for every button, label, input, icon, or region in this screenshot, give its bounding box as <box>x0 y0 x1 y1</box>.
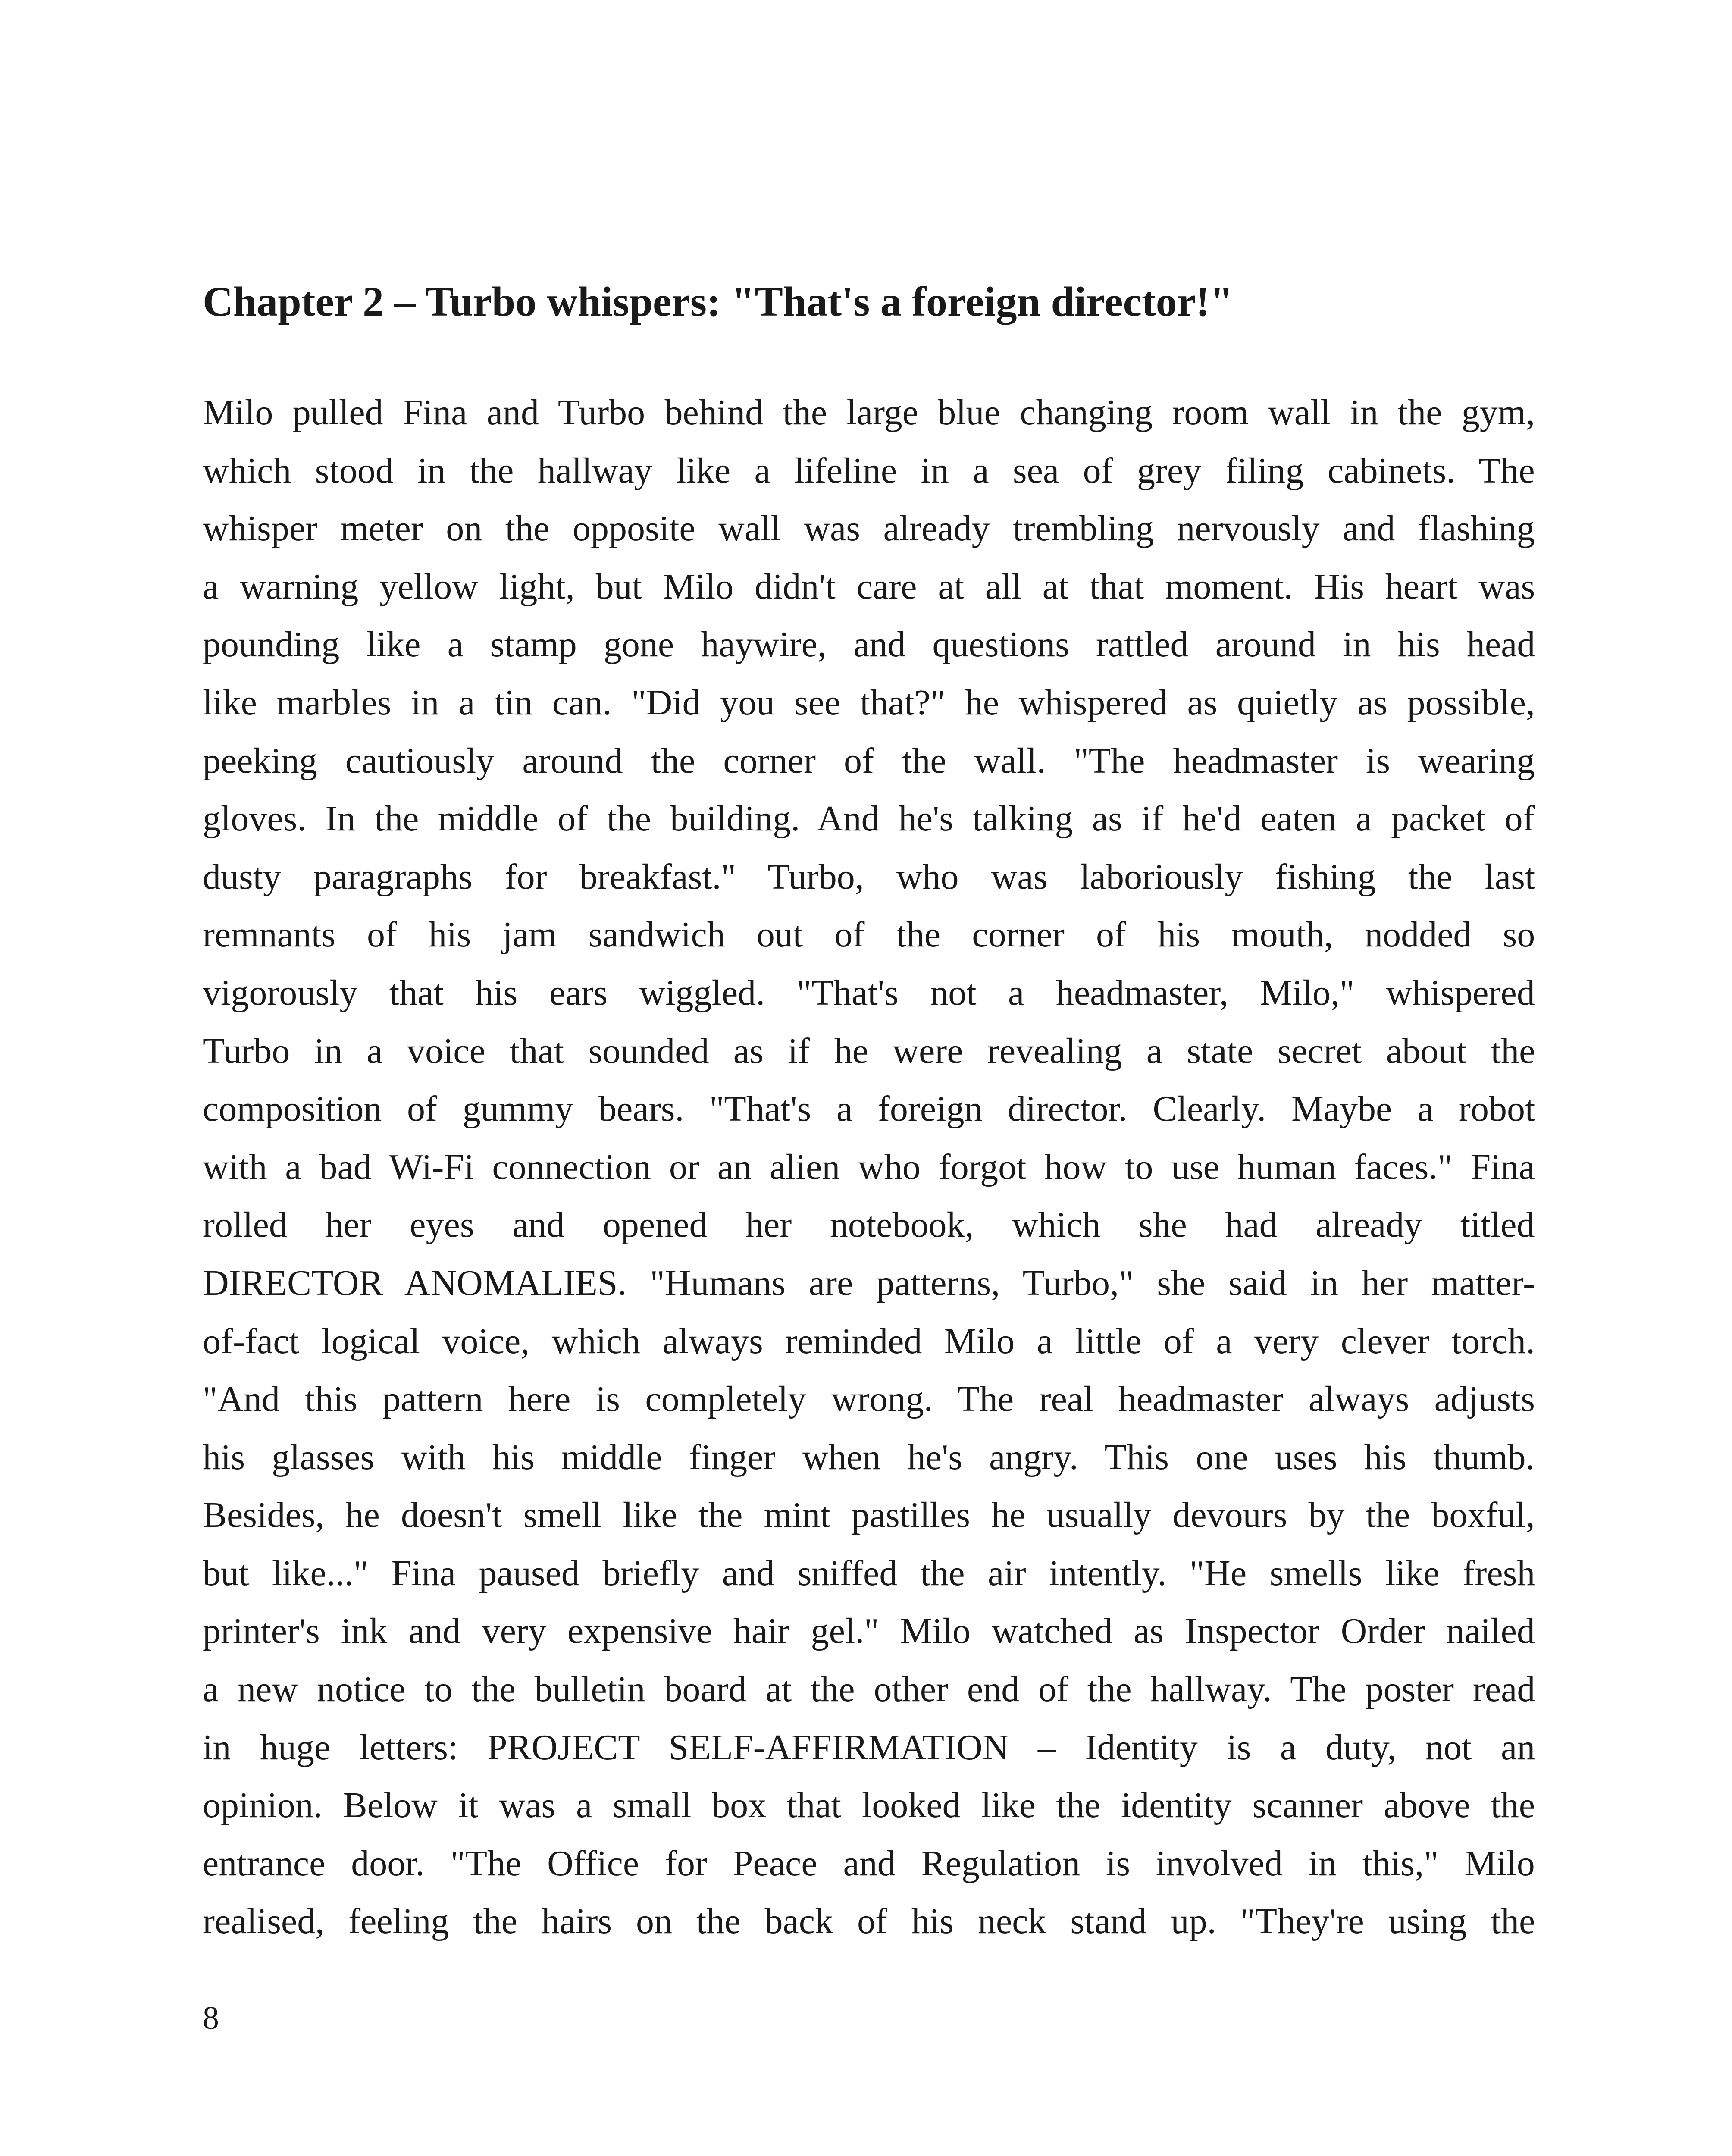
text-line: "And this pattern here is completely wrong. The real headmaster always adjusts <box>203 1379 1535 1420</box>
page-number: 8 <box>203 2000 219 2036</box>
text-line: remnants of his jam sandwich out of the corner of his mouth, nodded so <box>203 915 1535 955</box>
text-line: in huge letters: PROJECT SELF-AFFIRMATION – Identity is a duty, not an <box>203 1727 1535 1767</box>
text-line: printer's ink and very expensive hair gel." Milo watched as Inspector Order nailed <box>203 1611 1535 1651</box>
text-line: like marbles in a tin can. "Did you see that?" he whispered as quietly as possible, <box>203 682 1535 723</box>
text-line: but like..." Fina paused briefly and sniffed the air intently. "He smells like fresh <box>203 1553 1535 1593</box>
chapter-title: Chapter 2 – Turbo whispers: "That's a foreign director!" <box>203 279 1234 325</box>
text-line: rolled her eyes and opened her notebook, which she had already titled <box>203 1205 1535 1245</box>
text-line: a new notice to the bulletin board at the other end of the hallway. The poster read <box>203 1669 1535 1710</box>
text-line: composition of gummy bears. "That's a foreign director. Clearly. Maybe a robot <box>203 1089 1535 1129</box>
text-line: entrance door. "The Office for Peace and Regulation is involved in this," Milo <box>203 1843 1535 1883</box>
text-line: DIRECTOR ANOMALIES. "Humans are patterns, Turbo," she said in her matter- <box>203 1263 1535 1303</box>
text-line: realised, feeling the hairs on the back of his neck stand up. "They're using the <box>203 1901 1535 1942</box>
text-line: which stood in the hallway like a lifeline in a sea of grey filing cabinets. The <box>203 450 1535 491</box>
text-line: with a bad Wi-Fi connection or an alien who forgot how to use human faces." Fina <box>203 1147 1535 1187</box>
text-line: of-fact logical voice, which always reminded Milo a little of a very clever torch. <box>203 1321 1535 1361</box>
text-line: Milo pulled Fina and Turbo behind the large blue changing room wall in the gym, <box>203 392 1535 432</box>
text-line: a warning yellow light, but Milo didn't care at all at that moment. His heart was <box>203 566 1535 607</box>
text-line: vigorously that his ears wiggled. "That's not a headmaster, Milo," whispered <box>203 972 1535 1013</box>
text-line: gloves. In the middle of the building. And he's talking as if he'd eaten a packet of <box>203 799 1535 839</box>
text-line: Turbo in a voice that sounded as if he were revealing a state secret about the <box>203 1031 1535 1071</box>
text-line: dusty paragraphs for breakfast." Turbo, who was laboriously fishing the last <box>203 856 1535 897</box>
text-line: whisper meter on the opposite wall was already trembling nervously and flashing <box>203 508 1535 549</box>
text-line: his glasses with his middle finger when he's angry. This one uses his thumb. <box>203 1437 1535 1477</box>
text-line: opinion. Below it was a small box that looked like the identity scanner above the <box>203 1785 1535 1826</box>
body-paragraph <box>203 384 1535 1951</box>
text-line: peeking cautiously around the corner of the wall. "The headmaster is wearing <box>203 740 1535 781</box>
text-line: pounding like a stamp gone haywire, and questions rattled around in his head <box>203 624 1535 665</box>
text-line: Besides, he doesn't smell like the mint pastilles he usually devours by the boxful, <box>203 1495 1535 1536</box>
